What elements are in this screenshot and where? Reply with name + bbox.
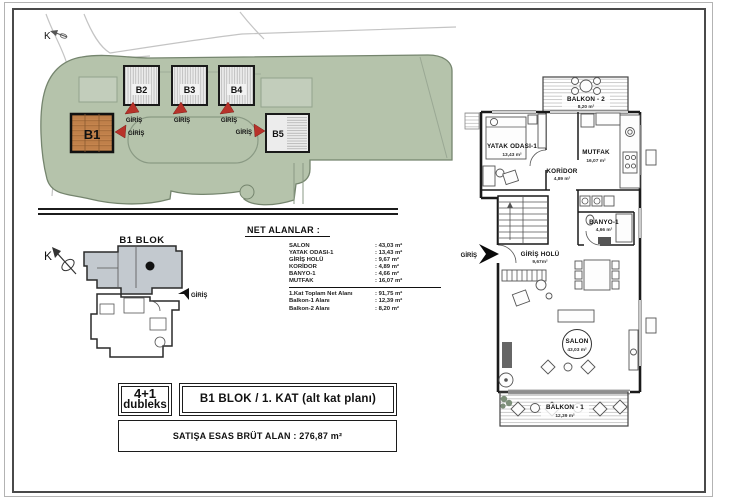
table-row: GİRİŞ HOLÜ : 9,67 m² — [289, 256, 441, 263]
room-label: KORİDOR — [546, 168, 578, 175]
plan-title: B1 BLOK / 1. KAT (alt kat planı) — [182, 386, 394, 413]
bedroom-furniture — [483, 114, 546, 186]
room-area: 9,67m² — [532, 260, 548, 265]
dining-furniture — [575, 260, 619, 290]
compass-label: K — [44, 31, 51, 42]
net-areas-totals — [289, 287, 441, 313]
block-b4-label: B4 — [230, 85, 243, 95]
net-areas-rows — [289, 242, 441, 284]
block-b5-label: B5 — [272, 129, 284, 139]
net-areas-table — [245, 220, 441, 313]
block-b1 — [71, 114, 113, 152]
floor-plan — [455, 5, 705, 485]
room-label: YATAK ODASI-1 — [486, 143, 538, 150]
building-pad — [79, 77, 117, 102]
room-label: SALON — [565, 338, 589, 345]
room-label: BALKON - 2 — [566, 96, 606, 103]
room-area: 8,20 m² — [577, 105, 595, 110]
entrance-label: GİRİŞ — [460, 253, 477, 259]
tree — [240, 185, 254, 199]
entrance-label: GİRİŞ — [220, 118, 238, 124]
gross-area-box — [118, 420, 397, 452]
plan-title-box — [179, 383, 397, 416]
table-row: YATAK ODASI-1 : 13,43 m² — [289, 249, 441, 256]
room-area: 12,39 m² — [555, 414, 575, 419]
block-b3 — [172, 66, 207, 105]
entrance-label: GİRİŞ — [128, 131, 145, 137]
room-label: MUTFAK — [582, 149, 610, 156]
unit-type-box — [118, 383, 172, 416]
unit-location-dot — [146, 262, 155, 271]
room-area: 43,03 m² — [567, 348, 587, 353]
key-plan — [35, 233, 220, 373]
block-b3-label: B3 — [183, 85, 196, 95]
table-row: MUTFAK : 16,07 m² — [289, 277, 441, 284]
block-b4 — [219, 66, 254, 105]
door-arc — [498, 245, 516, 263]
unit-type-top: 4+1 — [133, 386, 157, 402]
site-plan — [20, 10, 460, 210]
table-row: SALON : 43,03 m² — [289, 242, 441, 249]
block-b2 — [124, 66, 159, 105]
room-area: 4,89 m² — [553, 177, 571, 182]
table-row: Balkon-1 Alanı : 12,39 m² — [289, 298, 441, 306]
entrance-marker — [461, 244, 499, 264]
entrance-label: GİRİŞ — [173, 118, 191, 124]
ledge — [465, 113, 479, 129]
net-areas-title: NET ALANLAR : — [245, 225, 330, 237]
building-pad — [261, 78, 312, 107]
entrance-label: GİRİŞ — [191, 293, 208, 299]
staircase — [498, 196, 548, 244]
entrance-arrow-icon — [178, 288, 189, 300]
block-b1-label: B1 — [83, 127, 101, 142]
block-b5 — [266, 114, 309, 152]
room-balkon2 — [543, 77, 628, 112]
entrance-arrow-icon — [479, 244, 499, 264]
table-row: KORİDOR : 4,89 m² — [289, 263, 441, 270]
block-b2-label: B2 — [135, 85, 148, 95]
door-arc — [586, 231, 600, 245]
room-area: 16,07 m² — [586, 159, 606, 164]
room-area: 13,43 m² — [502, 153, 522, 158]
room-label: BANYO-1 — [589, 219, 619, 226]
room-label: BALKON - 1 — [545, 404, 585, 411]
compass-label: K — [44, 249, 53, 263]
gross-area-label: SATIŞA ESAS BRÜT ALAN : 276,87 m² — [172, 431, 343, 441]
room-label: GİRİŞ HOLÜ — [520, 251, 560, 258]
key-plan-title: B1 BLOK — [119, 235, 165, 246]
table-row: Balkon-2 Alanı : 8,20 m² — [289, 305, 441, 313]
unit-type-bottom: dubleks — [123, 399, 167, 412]
door-arc — [530, 150, 546, 166]
table-row: BANYO-1 : 4,66 m² — [289, 270, 441, 277]
key-plan-highlighted-unit — [84, 246, 182, 294]
room-area: 4,66 m² — [595, 228, 613, 233]
room-balkon1 — [500, 392, 628, 426]
table-row: 1.Kat Toplam Net Alanı : 91,75 m² — [289, 290, 441, 298]
entrance-label: GİRİŞ — [235, 130, 252, 136]
north-compass-icon — [44, 247, 76, 274]
section-divider — [38, 208, 398, 215]
entrance-label: GİRİŞ — [125, 118, 143, 124]
